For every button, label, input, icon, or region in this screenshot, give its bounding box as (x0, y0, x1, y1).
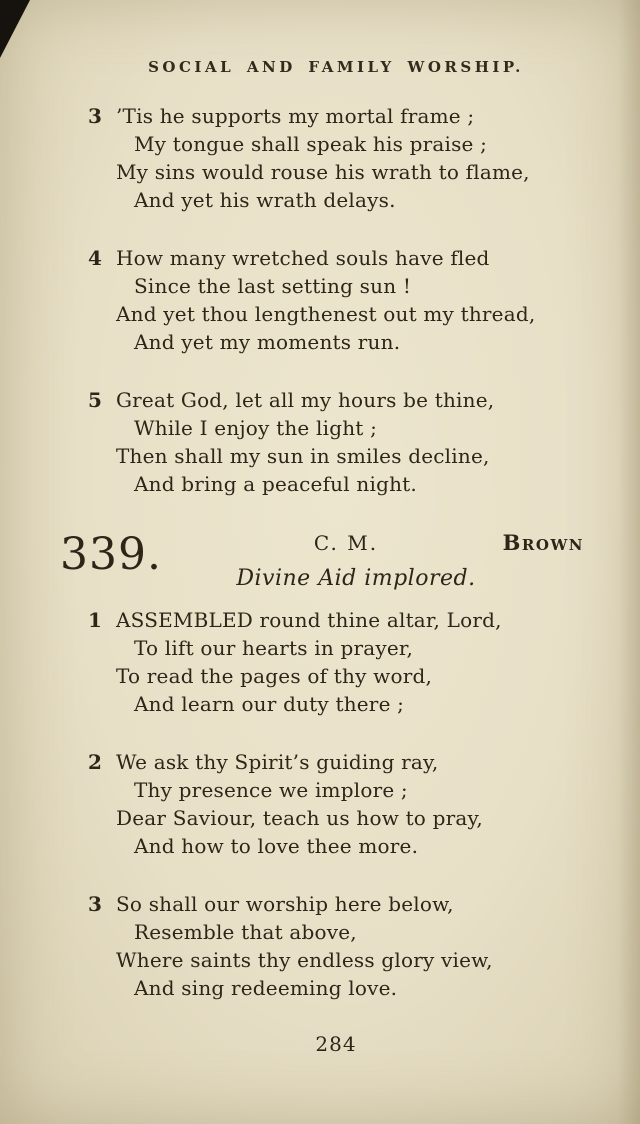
stanza-number: 3 (88, 892, 103, 916)
verse-line: And learn our duty there ; (134, 692, 405, 716)
verse-line: ’Tis he supports my mortal frame ; (116, 104, 475, 128)
verse-line: And how to love thee more. (134, 834, 419, 858)
verse-line: So shall our worship here below, (116, 892, 454, 916)
verse-line: ASSEMBLED round thine altar, Lord, (116, 608, 502, 632)
verse-line: And yet his wrath delays. (134, 188, 396, 212)
running-head: SOCIAL AND FAMILY WORSHIP. (148, 58, 524, 76)
stanza-number: 3 (88, 104, 103, 128)
page-number: 284 (315, 1032, 357, 1056)
hymn-meta-row (188, 530, 584, 556)
verse-line: Great God, let all my hours be thine, (116, 388, 495, 412)
stanza-number: 2 (88, 750, 103, 774)
stanza (88, 244, 584, 356)
hymn-continued-section (88, 102, 584, 498)
hymn-meter: C. M. (313, 531, 379, 555)
verse-line: And yet thou lengthenest out my thread, (116, 302, 536, 326)
stanza-number: 4 (88, 246, 103, 270)
verse-line: Where saints thy endless glory view, (116, 948, 493, 972)
hymn-header-right (188, 528, 584, 594)
stanza (88, 890, 584, 1002)
verse-line: Thy presence we implore ; (134, 778, 408, 802)
verse-line: Dear Saviour, teach us how to pray, (116, 806, 483, 830)
stanza (88, 386, 584, 498)
verse-line: How many wretched souls have fled (116, 246, 490, 270)
verse-line: While I enjoy the light ; (134, 416, 378, 440)
verse-line: And bring a peaceful night. (134, 472, 417, 496)
hymn-header (60, 528, 584, 594)
hymn-title: Divine Aid implored. (236, 566, 476, 591)
verse-line: And yet my moments run. (134, 330, 401, 354)
verse-line: To read the pages of thy word, (116, 664, 433, 688)
verse-line: Resemble that above, (134, 920, 357, 944)
verse-line: To lift our hearts in prayer, (134, 636, 414, 660)
stanza (88, 748, 584, 860)
hymn-tune-name: Brown (502, 530, 584, 555)
hymn-number: 339. (60, 529, 162, 580)
stanza (88, 102, 584, 214)
page-edge-shadow (618, 0, 640, 1124)
verse-line: We ask thy Spirit’s guiding ray, (116, 750, 439, 774)
stanza-number: 5 (88, 388, 103, 412)
stanza (88, 606, 584, 718)
verse-line: Then shall my sun in smiles decline, (116, 444, 490, 468)
verse-line: My sins would rouse his wrath to flame, (116, 160, 530, 184)
verse-line: Since the last setting sun ! (134, 274, 412, 298)
verse-line: And sing redeeming love. (134, 976, 398, 1000)
stanza-number: 1 (88, 608, 103, 632)
verse-line: My tongue shall speak his praise ; (134, 132, 488, 156)
hymn-339-section (60, 528, 584, 1002)
